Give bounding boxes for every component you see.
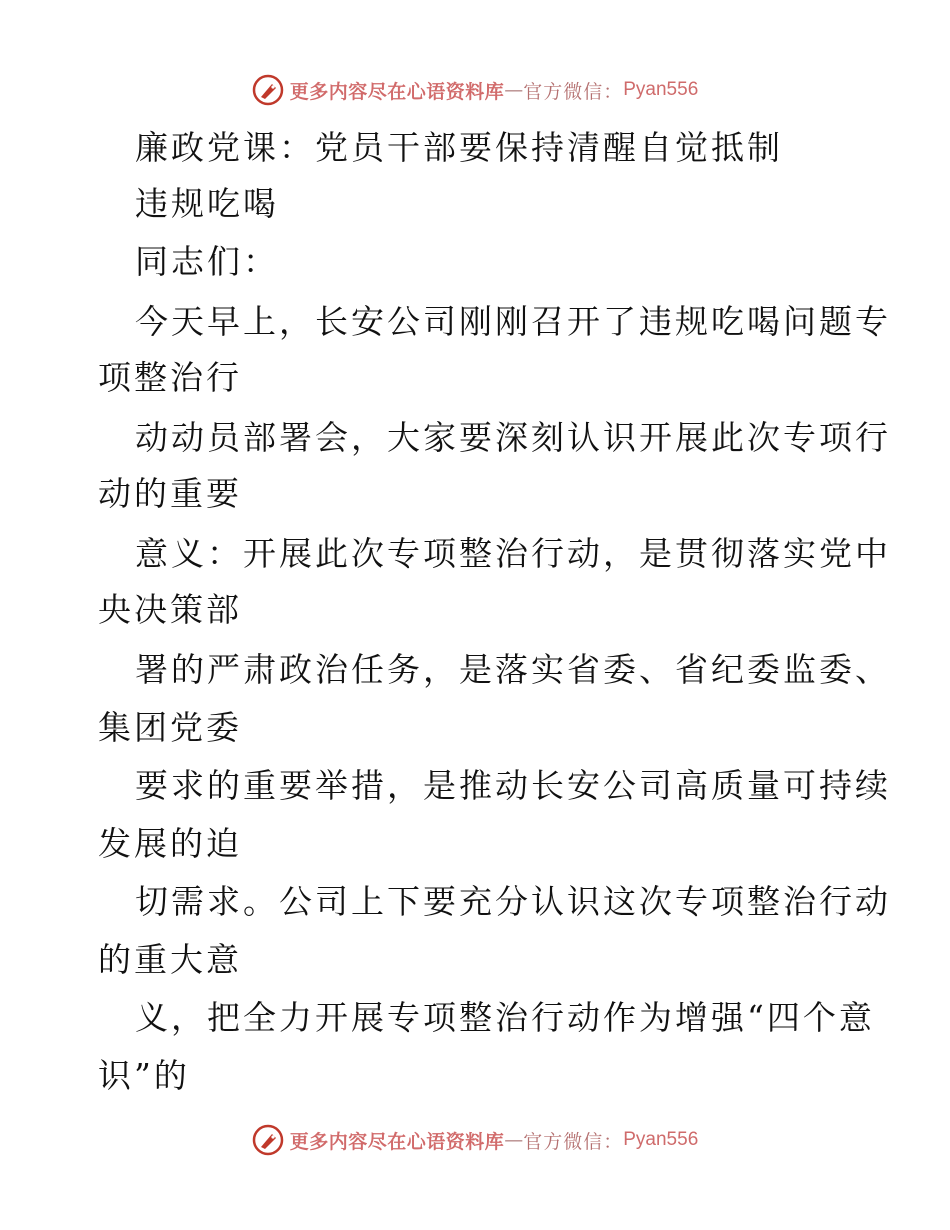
footer-watermark xyxy=(0,1120,950,1160)
doc-salutation: 同志们： xyxy=(135,242,279,281)
site-name-text: 更多内容尽在心语资料库 xyxy=(289,80,505,103)
wechat-label: 官方微信： xyxy=(523,80,624,103)
doc-line: 意义：开展此次专项整治行动，是贯彻落实党中 xyxy=(135,534,891,573)
wechat-id: Pyan556 xyxy=(623,79,699,100)
doc-line: 项整治行 xyxy=(98,358,242,397)
site-name-text: 更多内容尽在心语资料库 xyxy=(289,1130,505,1153)
header-watermark xyxy=(0,70,950,110)
separator-dash: — xyxy=(504,79,524,101)
wechat-id: Pyan556 xyxy=(623,1129,699,1150)
separator-dash: — xyxy=(504,1129,524,1151)
doc-line: 动的重要 xyxy=(98,474,242,513)
doc-line: 义，把全力开展专项整治行动作为增强“四个意 xyxy=(135,998,875,1037)
pen-nib-logo-icon xyxy=(252,1124,284,1156)
doc-line: 今天早上，长安公司刚刚召开了违规吃喝问题专 xyxy=(135,302,891,341)
wechat-label: 官方微信： xyxy=(523,1130,624,1153)
pen-nib-logo-icon xyxy=(252,74,284,106)
doc-title-line-2: 违规吃喝 xyxy=(135,184,279,223)
doc-line: 的重大意 xyxy=(98,940,242,979)
doc-line: 切需求。公司上下要充分认识这次专项整治行动 xyxy=(135,882,891,921)
doc-line: 署的严肃政治任务，是落实省委、省纪委监委、 xyxy=(135,650,891,689)
doc-line: 集团党委 xyxy=(98,708,242,747)
doc-line: 央决策部 xyxy=(98,590,242,629)
doc-line: 发展的迫 xyxy=(98,824,242,863)
doc-line: 识”的 xyxy=(98,1056,190,1095)
doc-line: 动动员部署会，大家要深刻认识开展此次专项行 xyxy=(135,418,891,457)
doc-line: 要求的重要举措，是推动长安公司高质量可持续 xyxy=(135,766,891,805)
doc-title-line-1: 廉政党课：党员干部要保持清醒自觉抵制 xyxy=(135,128,783,167)
